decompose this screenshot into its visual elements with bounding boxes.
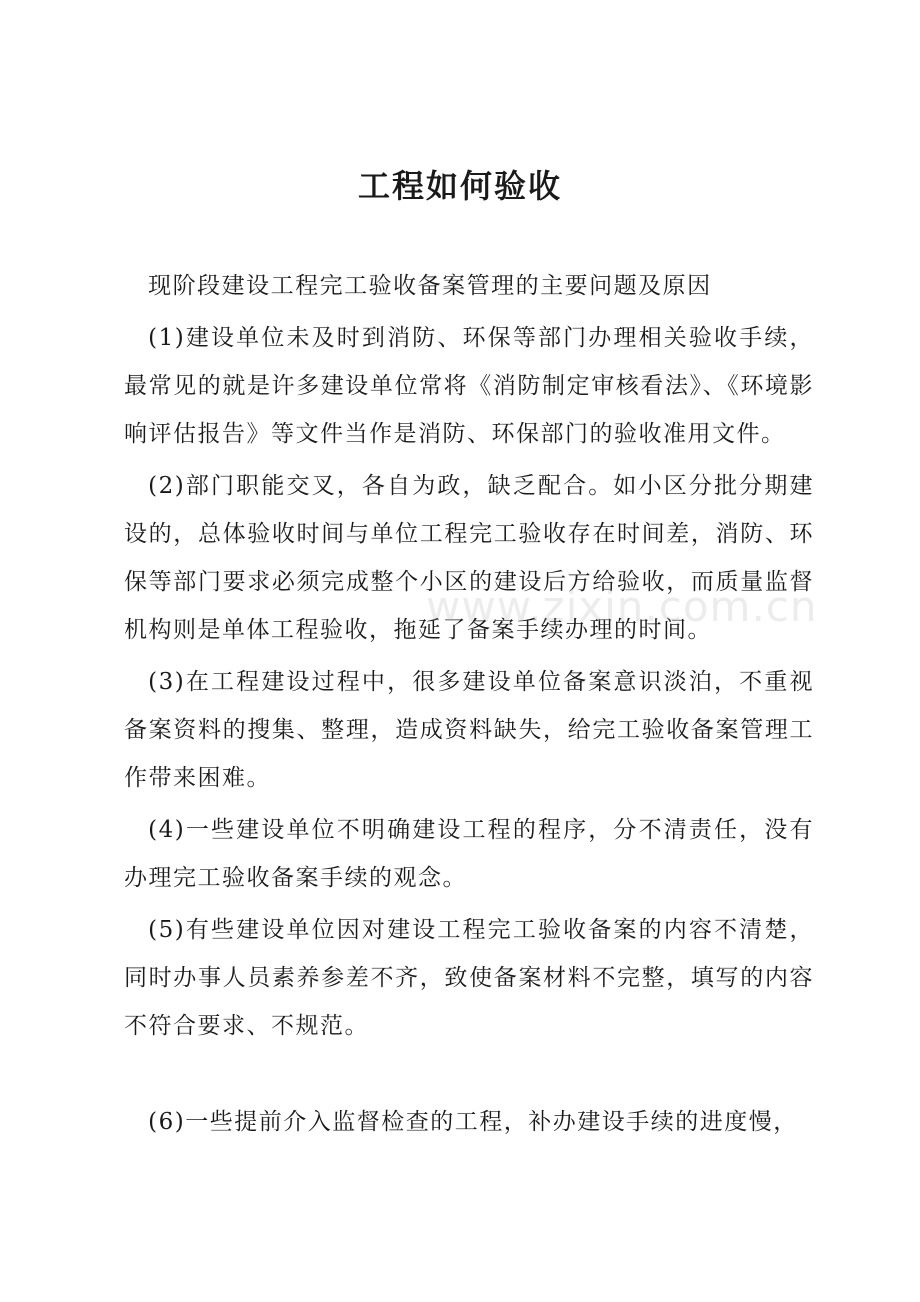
document-body [124,262,814,1150]
paragraph-item-6: (6)一些提前介入监督检查的工程，补办建设手续的进度慢， [148,1109,798,1135]
paragraph-item-3: (3)在工程建设过程中，很多建设单位备案意识淡泊，不重视备案资料的搜集、整理，造成资料缺失，给完工验收备案管理工作带来困难。 [124,669,814,791]
paragraph-item-4: (4)一些建设单位不明确建设工程的程序，分不清责任，没有办理完工验收备案手续的观念。 [124,817,814,891]
watermark-text: www.zixin.com.cn [426,582,818,631]
document-title: 工程如何验收 [357,167,562,205]
paragraph-item-5: (5)有些建设单位因对建设工程完工验收备案的内容不清楚，同时办事人员素养参差不齐，致使备案材料不完整，填写的内容不符合要求、不规范。 [124,917,814,1039]
paragraph-item-1: (1)建设单位未及时到消防、环保等部门办理相关验收手续，最常见的就是许多建设单位常将《消防制定审核看法》、《环境影响评估报告》等文件当作是消防、环保部门的验收准用文件。 [124,325,814,447]
paragraph-heading: 现阶段建设工程完工验收备案管理的主要问题及原因 [148,273,712,299]
paragraph-item-2: (2)部门职能交叉，各自为政，缺乏配合。如小区分批分期建设的，总体验收时间与单位工程完工验收存在时间差，消防、环保等部门要求必须完成整个小区的建设后方给验收，而质量监督机构则是单体工程验收，拖延了备案手续办理的时间。 [124,473,814,643]
